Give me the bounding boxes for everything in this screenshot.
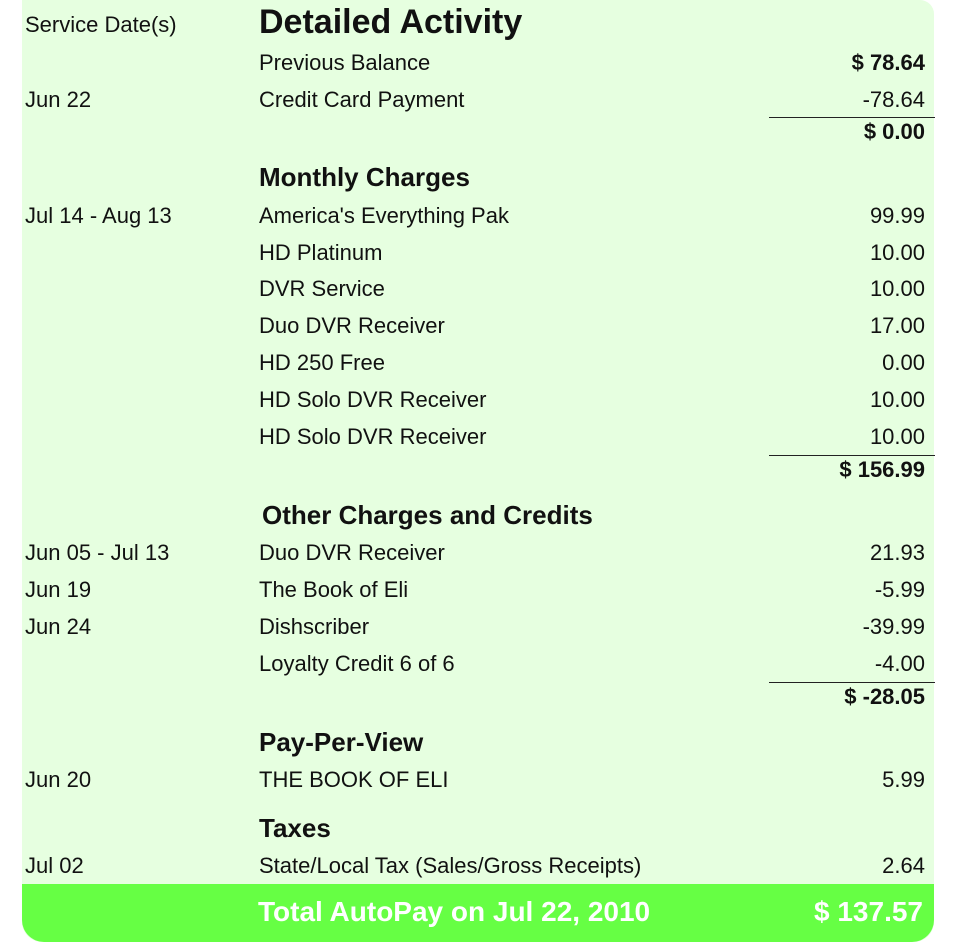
charge-amount: 10.00 [869,240,925,265]
pay-per-view-heading: Pay-Per-View [259,727,424,757]
page-title: Detailed Activity [259,3,523,41]
charge-label: Duo DVR Receiver [259,313,445,338]
payment-amount: -78.64 [862,87,925,112]
charge-label: HD Platinum [259,240,383,265]
other-charge-label: Loyalty Credit 6 of 6 [259,651,455,676]
other-charge-date: Jun 24 [25,614,92,639]
other-charge-label: Dishscriber [259,614,370,639]
charge-label: America's Everything Pak [259,203,509,228]
charge-amount: 10.00 [869,276,925,301]
ppv-amount: 5.99 [882,767,925,792]
charge-amount: 99.99 [869,203,925,228]
charge-label: HD Solo DVR Receiver [259,387,487,412]
other-charge-label: Duo DVR Receiver [259,540,445,565]
charge-label: HD Solo DVR Receiver [259,424,487,449]
tax-label: State/Local Tax (Sales/Gross Receipts) [259,853,642,878]
statement-panel [22,0,934,942]
service-dates-label: Service Date(s) [25,12,177,37]
total-autopay-label: Total AutoPay on Jul 22, 2010 [258,896,651,927]
other-charge-amount: -5.99 [874,577,925,602]
charge-amount: 10.00 [869,424,925,449]
payment-label: Credit Card Payment [259,87,465,112]
charge-amount: 17.00 [869,313,925,338]
charge-label: DVR Service [259,276,385,301]
monthly-charges-date: Jul 14 - Aug 13 [25,203,172,228]
total-autopay-amount: $ 137.57 [814,896,923,927]
taxes-heading: Taxes [259,813,331,843]
tax-amount: 2.64 [882,853,925,878]
ppv-date: Jun 20 [25,767,92,792]
subtotal-rule [769,117,935,118]
other-charge-amount: -4.00 [874,651,925,676]
charge-label: HD 250 Free [259,350,385,375]
payment-date: Jun 22 [25,87,92,112]
subtotal-rule [769,455,935,456]
charge-amount: 0.00 [882,350,925,375]
other-charge-date: Jun 05 - Jul 13 [25,540,170,565]
ppv-label: THE BOOK OF ELI [259,767,449,792]
other-charge-label: The Book of Eli [259,577,409,602]
subtotal-rule [769,682,935,683]
other-subtotal: $ -28.05 [844,684,925,709]
other-charge-date: Jun 19 [25,577,92,602]
charge-amount: 10.00 [869,387,925,412]
other-charge-amount: 21.93 [869,540,925,565]
previous-balance-label: Previous Balance [259,50,431,75]
previous-subtotal: $ 0.00 [863,119,925,144]
tax-date: Jul 02 [25,853,84,878]
monthly-subtotal: $ 156.99 [839,457,925,482]
other-charge-amount: -39.99 [862,614,925,639]
previous-balance-amount: $ 78.64 [851,50,925,75]
other-charges-heading: Other Charges and Credits [262,500,593,530]
monthly-charges-heading: Monthly Charges [259,162,470,192]
